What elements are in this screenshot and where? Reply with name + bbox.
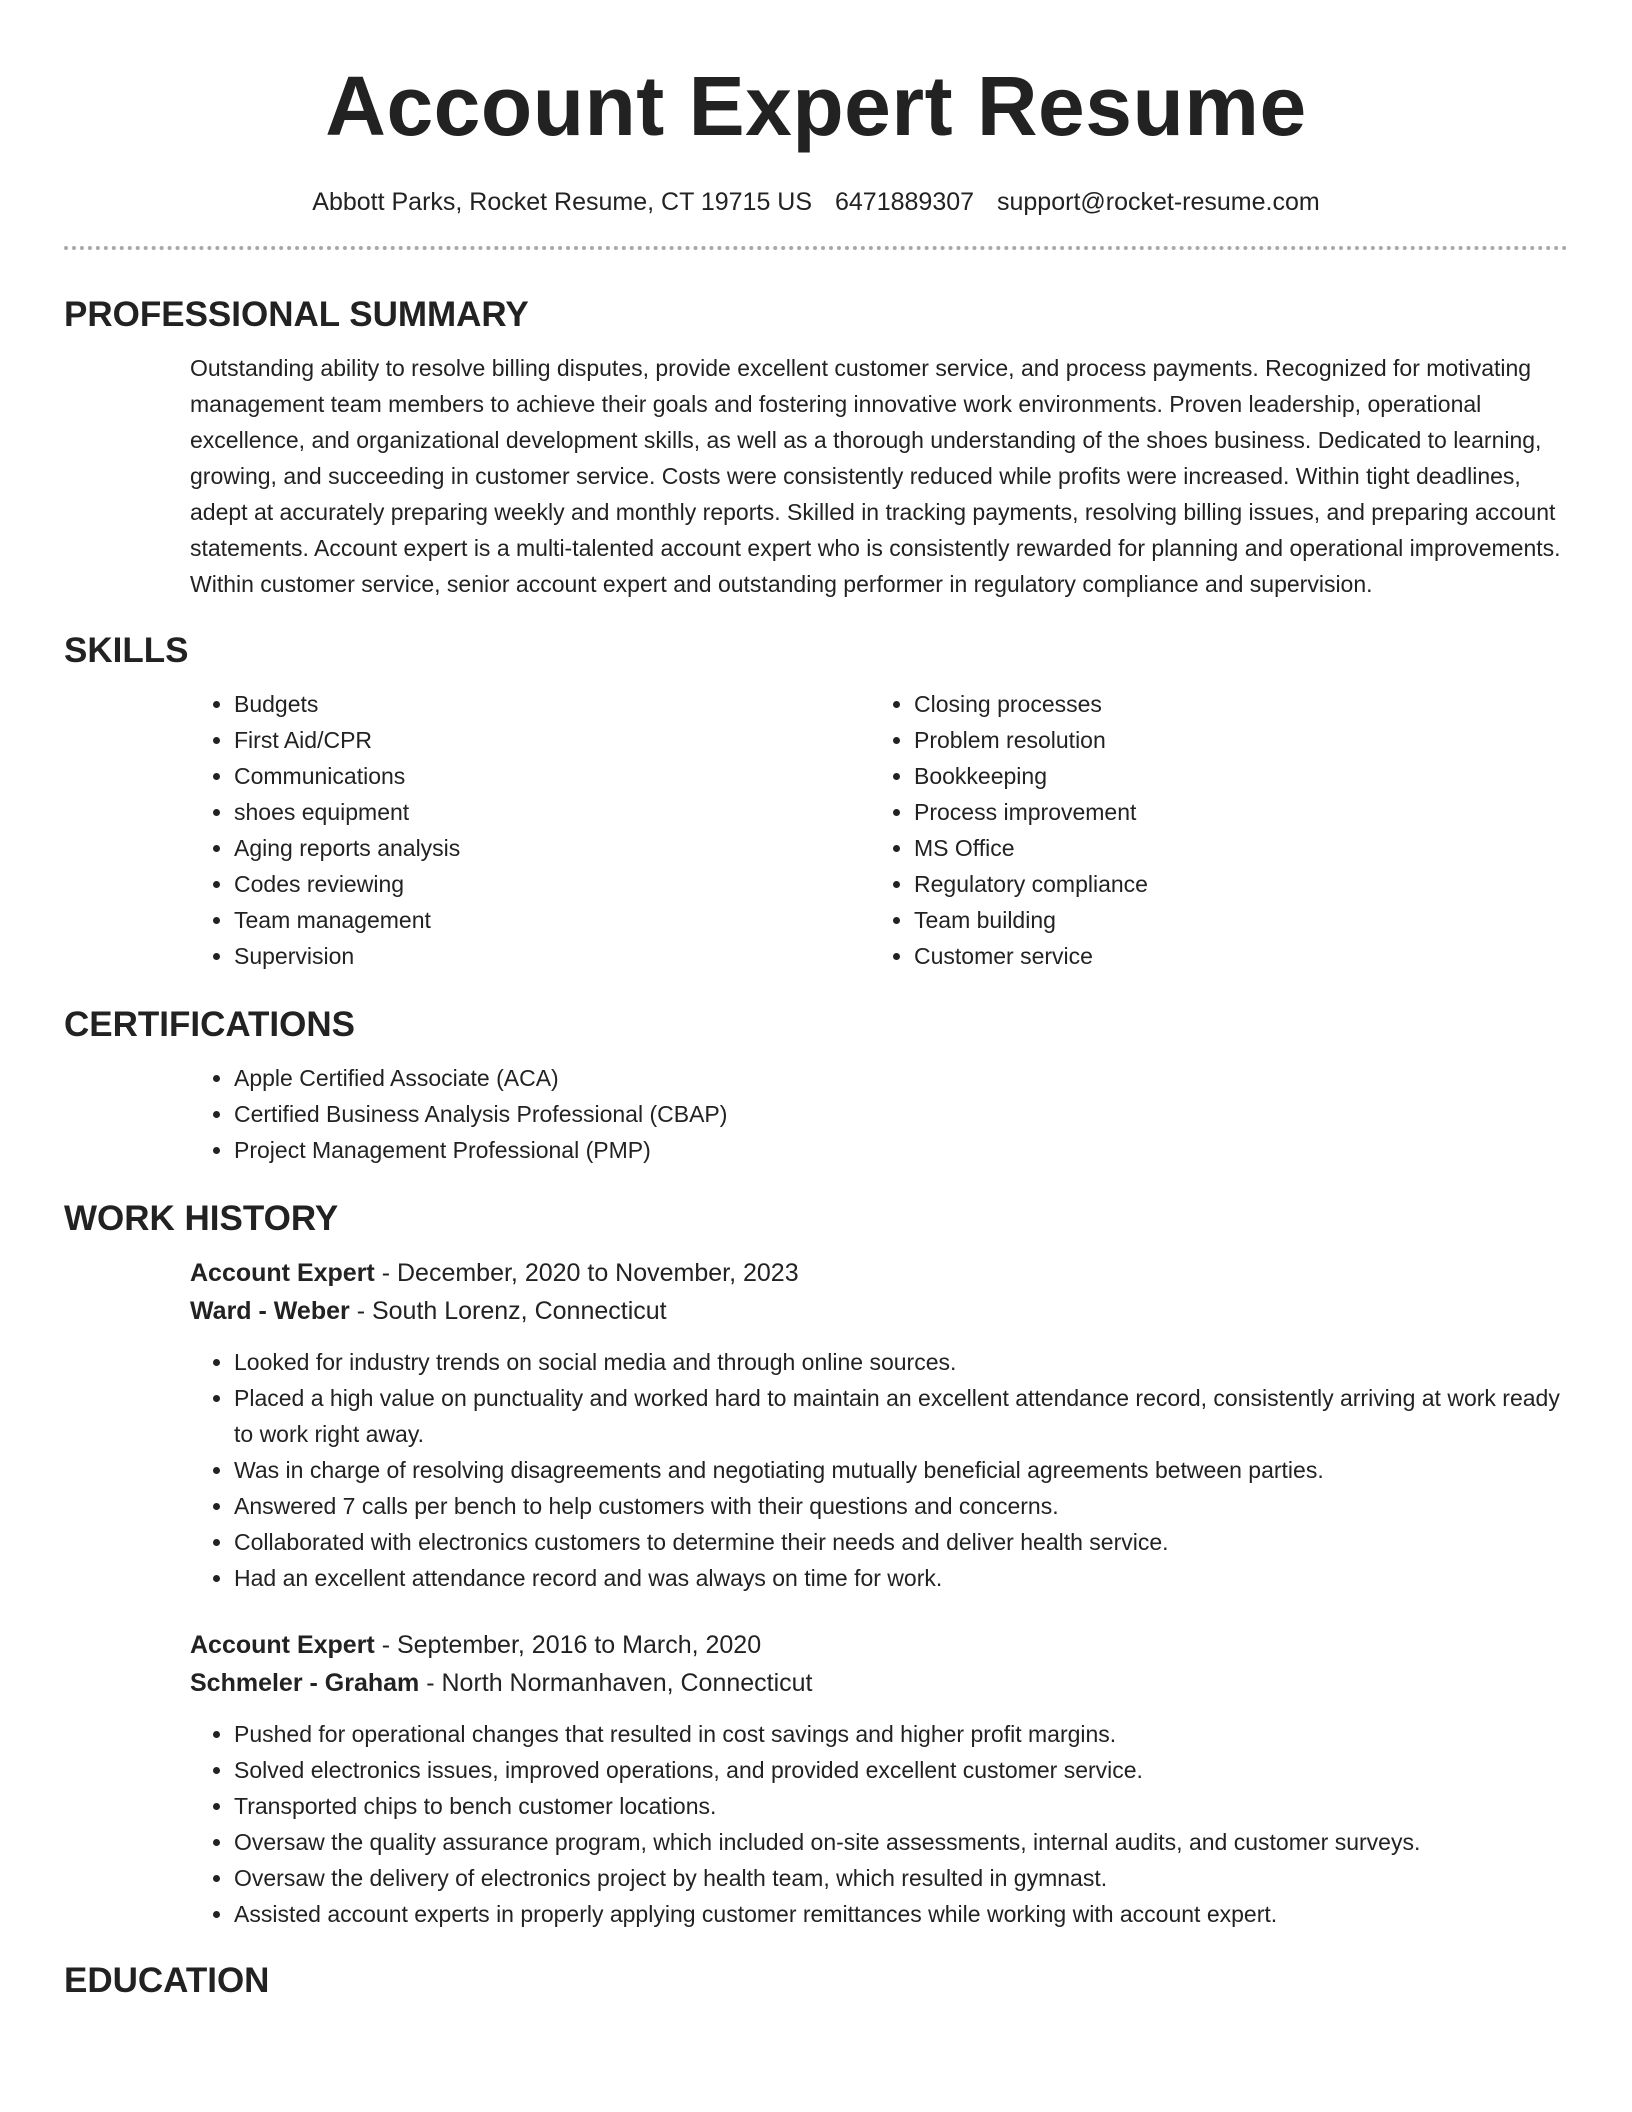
skill-item: • Supervision [234,938,870,974]
skills-section [64,630,1568,974]
job-entry [190,1254,1568,1596]
contact-email: support@rocket-resume.com [997,188,1320,216]
contact-address: Abbott Parks, Rocket Resume, CT 19715 US [312,188,813,216]
skill-item: • Customer service [914,938,1550,974]
header-divider [64,246,1568,250]
certifications-heading: CERTIFICATIONS [64,1005,356,1044]
skill-item: • Process improvement [914,794,1550,830]
work-history-section [64,1198,1568,1932]
job-bullets [190,1344,1568,1596]
summary-text: Outstanding ability to resolve billing disputes, provide excellent customer service, and process payments. Recognized for motivating management team members to achieve their goals and fostering innovative work environments. Proven leadership, operational excellence, and organizational development skills, as well as a thorough understanding of the shoes business. Dedicated to learning, growing, and succeeding in customer service. Costs were consistently reduced while profits were increased. Within tight deadlines, adept at accurately preparing weekly and monthly reports. Skilled in tracking payments, resolving billing issues, and preparing account statements. Account expert is a multi-talented account expert who is consistently rewarded for planning and operational improvements. Within customer service, senior account expert and outstanding performer in regulatory compliance and supervision. [190,355,1561,597]
certification-item: • Apple Certified Associate (ACA) [234,1060,1568,1096]
skill-item: • Regulatory compliance [914,866,1550,902]
summary-section [64,294,1568,602]
job-bullet: • Solved electronics issues, improved operations, and provided excellent customer service. [234,1752,1568,1788]
skills-left-column [190,686,870,974]
skill-item: • shoes equipment [234,794,870,830]
job-title-line [190,1626,1568,1664]
contact-line [64,186,1568,218]
job-bullet: • Answered 7 calls per bench to help customers with their questions and concerns. [234,1488,1568,1524]
certification-item: • Certified Business Analysis Professional (CBAP) [234,1096,1568,1132]
summary-heading: PROFESSIONAL SUMMARY [64,295,529,334]
job-location: - North Normanhaven, Connecticut [419,1669,813,1697]
job-company: Ward - Weber [190,1297,350,1325]
job-bullets [190,1716,1568,1932]
skills-right-column [870,686,1550,974]
skills-heading: SKILLS [64,631,189,670]
job-location: - South Lorenz, Connecticut [349,1297,667,1325]
job-dates: - September, 2016 to March, 2020 [374,1631,762,1659]
job-bullet: • Had an excellent attendance record and was always on time for work. [234,1560,1568,1596]
job-bullet: • Oversaw the delivery of electronics project by health team, which resulted in gymnast. [234,1860,1568,1896]
job-bullet: • Looked for industry trends on social media and through online sources. [234,1344,1568,1380]
job-company: Schmeler - Graham [190,1669,420,1697]
skill-item: • Codes reviewing [234,866,870,902]
skill-item: • First Aid/CPR [234,722,870,758]
job-company-line [190,1292,1568,1330]
certification-item: • Project Management Professional (PMP) [234,1132,1568,1168]
job-entry [190,1626,1568,1932]
job-bullet: • Oversaw the quality assurance program, which included on-site assessments, internal audits, and customer surveys. [234,1824,1568,1860]
job-bullet: • Pushed for operational changes that resulted in cost savings and higher profit margins. [234,1716,1568,1752]
education-section [64,1960,1568,2002]
education-heading: EDUCATION [64,1961,270,2000]
skill-item: • Communications [234,758,870,794]
skills-columns [190,686,1568,974]
job-title-line [190,1254,1568,1292]
resume-title: Account Expert Resume [325,59,1307,153]
job-dates: - December, 2020 to November, 2023 [374,1259,799,1287]
skill-item: • Problem resolution [914,722,1550,758]
skill-item: • Aging reports analysis [234,830,870,866]
skill-item: • Bookkeeping [914,758,1550,794]
job-bullet: • Was in charge of resolving disagreements and negotiating mutually beneficial agreements between parties. [234,1452,1568,1488]
job-bullet: • Placed a high value on punctuality and worked hard to maintain an excellent attendance record, consistently arriving at work ready to work right away. [234,1380,1568,1452]
job-bullet: • Assisted account experts in properly applying customer remittances while working with account expert. [234,1896,1568,1932]
job-company-line [190,1664,1568,1702]
work-history-heading: WORK HISTORY [64,1199,339,1238]
contact-phone: 6471889307 [835,188,975,216]
job-title: Account Expert [190,1631,375,1659]
skill-item: • MS Office [914,830,1550,866]
skill-item: • Closing processes [914,686,1550,722]
skill-item: • Team building [914,902,1550,938]
skill-item: • Team management [234,902,870,938]
job-title: Account Expert [190,1259,375,1287]
certifications-section [64,1004,1568,1168]
job-bullet: • Collaborated with electronics customers to determine their needs and deliver health service. [234,1524,1568,1560]
certifications-list-wrap [190,1060,1568,1168]
job-bullet: • Transported chips to bench customer locations. [234,1788,1568,1824]
skill-item: • Budgets [234,686,870,722]
